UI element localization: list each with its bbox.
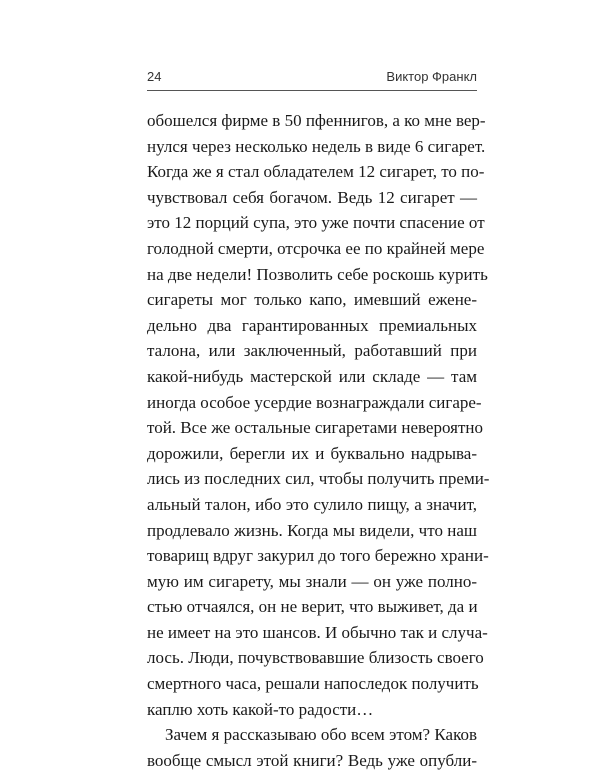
text-line: не имеет на это шансов. И обычно так и случа- bbox=[147, 622, 488, 642]
text-line: какой-нибудь мастерской или складе — там bbox=[147, 366, 477, 386]
text-line: вообще смысл этой книги? Ведь уже опубли- bbox=[147, 750, 477, 770]
text-line: нулся через несколько недель в виде 6 сигарет. bbox=[147, 136, 486, 156]
text-line: Зачем я рассказываю обо всем этом? Каков bbox=[165, 725, 477, 745]
text-line: лось. Люди, почувствовавшие близость своего bbox=[147, 648, 484, 668]
text-line: это 12 порций супа, это уже почти спасение от bbox=[147, 213, 485, 233]
text-line: дельно два гарантированных премиальных bbox=[147, 315, 477, 335]
text-line: лись из последних сил, чтобы получить преми- bbox=[147, 469, 490, 489]
text-line: иногда особое усердие вознаграждали сигаре- bbox=[147, 392, 482, 412]
text-line: Когда же я стал обладателем 12 сигарет, то по- bbox=[147, 162, 485, 182]
text-line: сигареты мог только капо, имевший еженe- bbox=[147, 290, 477, 310]
text-line: на две недели! Позволить себе роскошь курить bbox=[147, 264, 488, 284]
body-text bbox=[147, 108, 490, 773]
text-line: стью отчаялся, он не верит, что выживет, да и bbox=[147, 597, 478, 617]
text-line: голодной смерти, отсрочка ее по крайней мере bbox=[147, 238, 485, 258]
text-line: чувствовал себя богачом. Ведь 12 сигарет — bbox=[147, 187, 477, 207]
header-rule bbox=[147, 90, 477, 91]
running-head bbox=[147, 66, 477, 86]
page-number: 24 bbox=[147, 69, 162, 84]
text-line: мую им сигарету, мы знали — он уже полно- bbox=[147, 571, 477, 591]
text-line: дорожили, берегли их и буквально надрыва- bbox=[147, 443, 477, 463]
text-line: той. Все же остальные сигаретами невероятно bbox=[147, 418, 483, 438]
text-line: альный талон, ибо это сулило пищу, а значит, bbox=[147, 494, 477, 514]
text-line: талона, или заключенный, работавший при bbox=[147, 341, 477, 361]
text-line: смертного часа, решали напоследок получить bbox=[147, 674, 479, 694]
text-line: продлевало жизнь. Когда мы видели, что наш bbox=[147, 520, 477, 540]
text-line: обошелся фирме в 50 пфеннигов, а ко мне вер- bbox=[147, 111, 486, 130]
text-line: каплю хоть какой-то радости… bbox=[147, 699, 374, 719]
text-line: товарищ вдруг закурил до того бережно храни- bbox=[147, 546, 489, 566]
author-name: Виктор Франкл bbox=[386, 69, 477, 84]
